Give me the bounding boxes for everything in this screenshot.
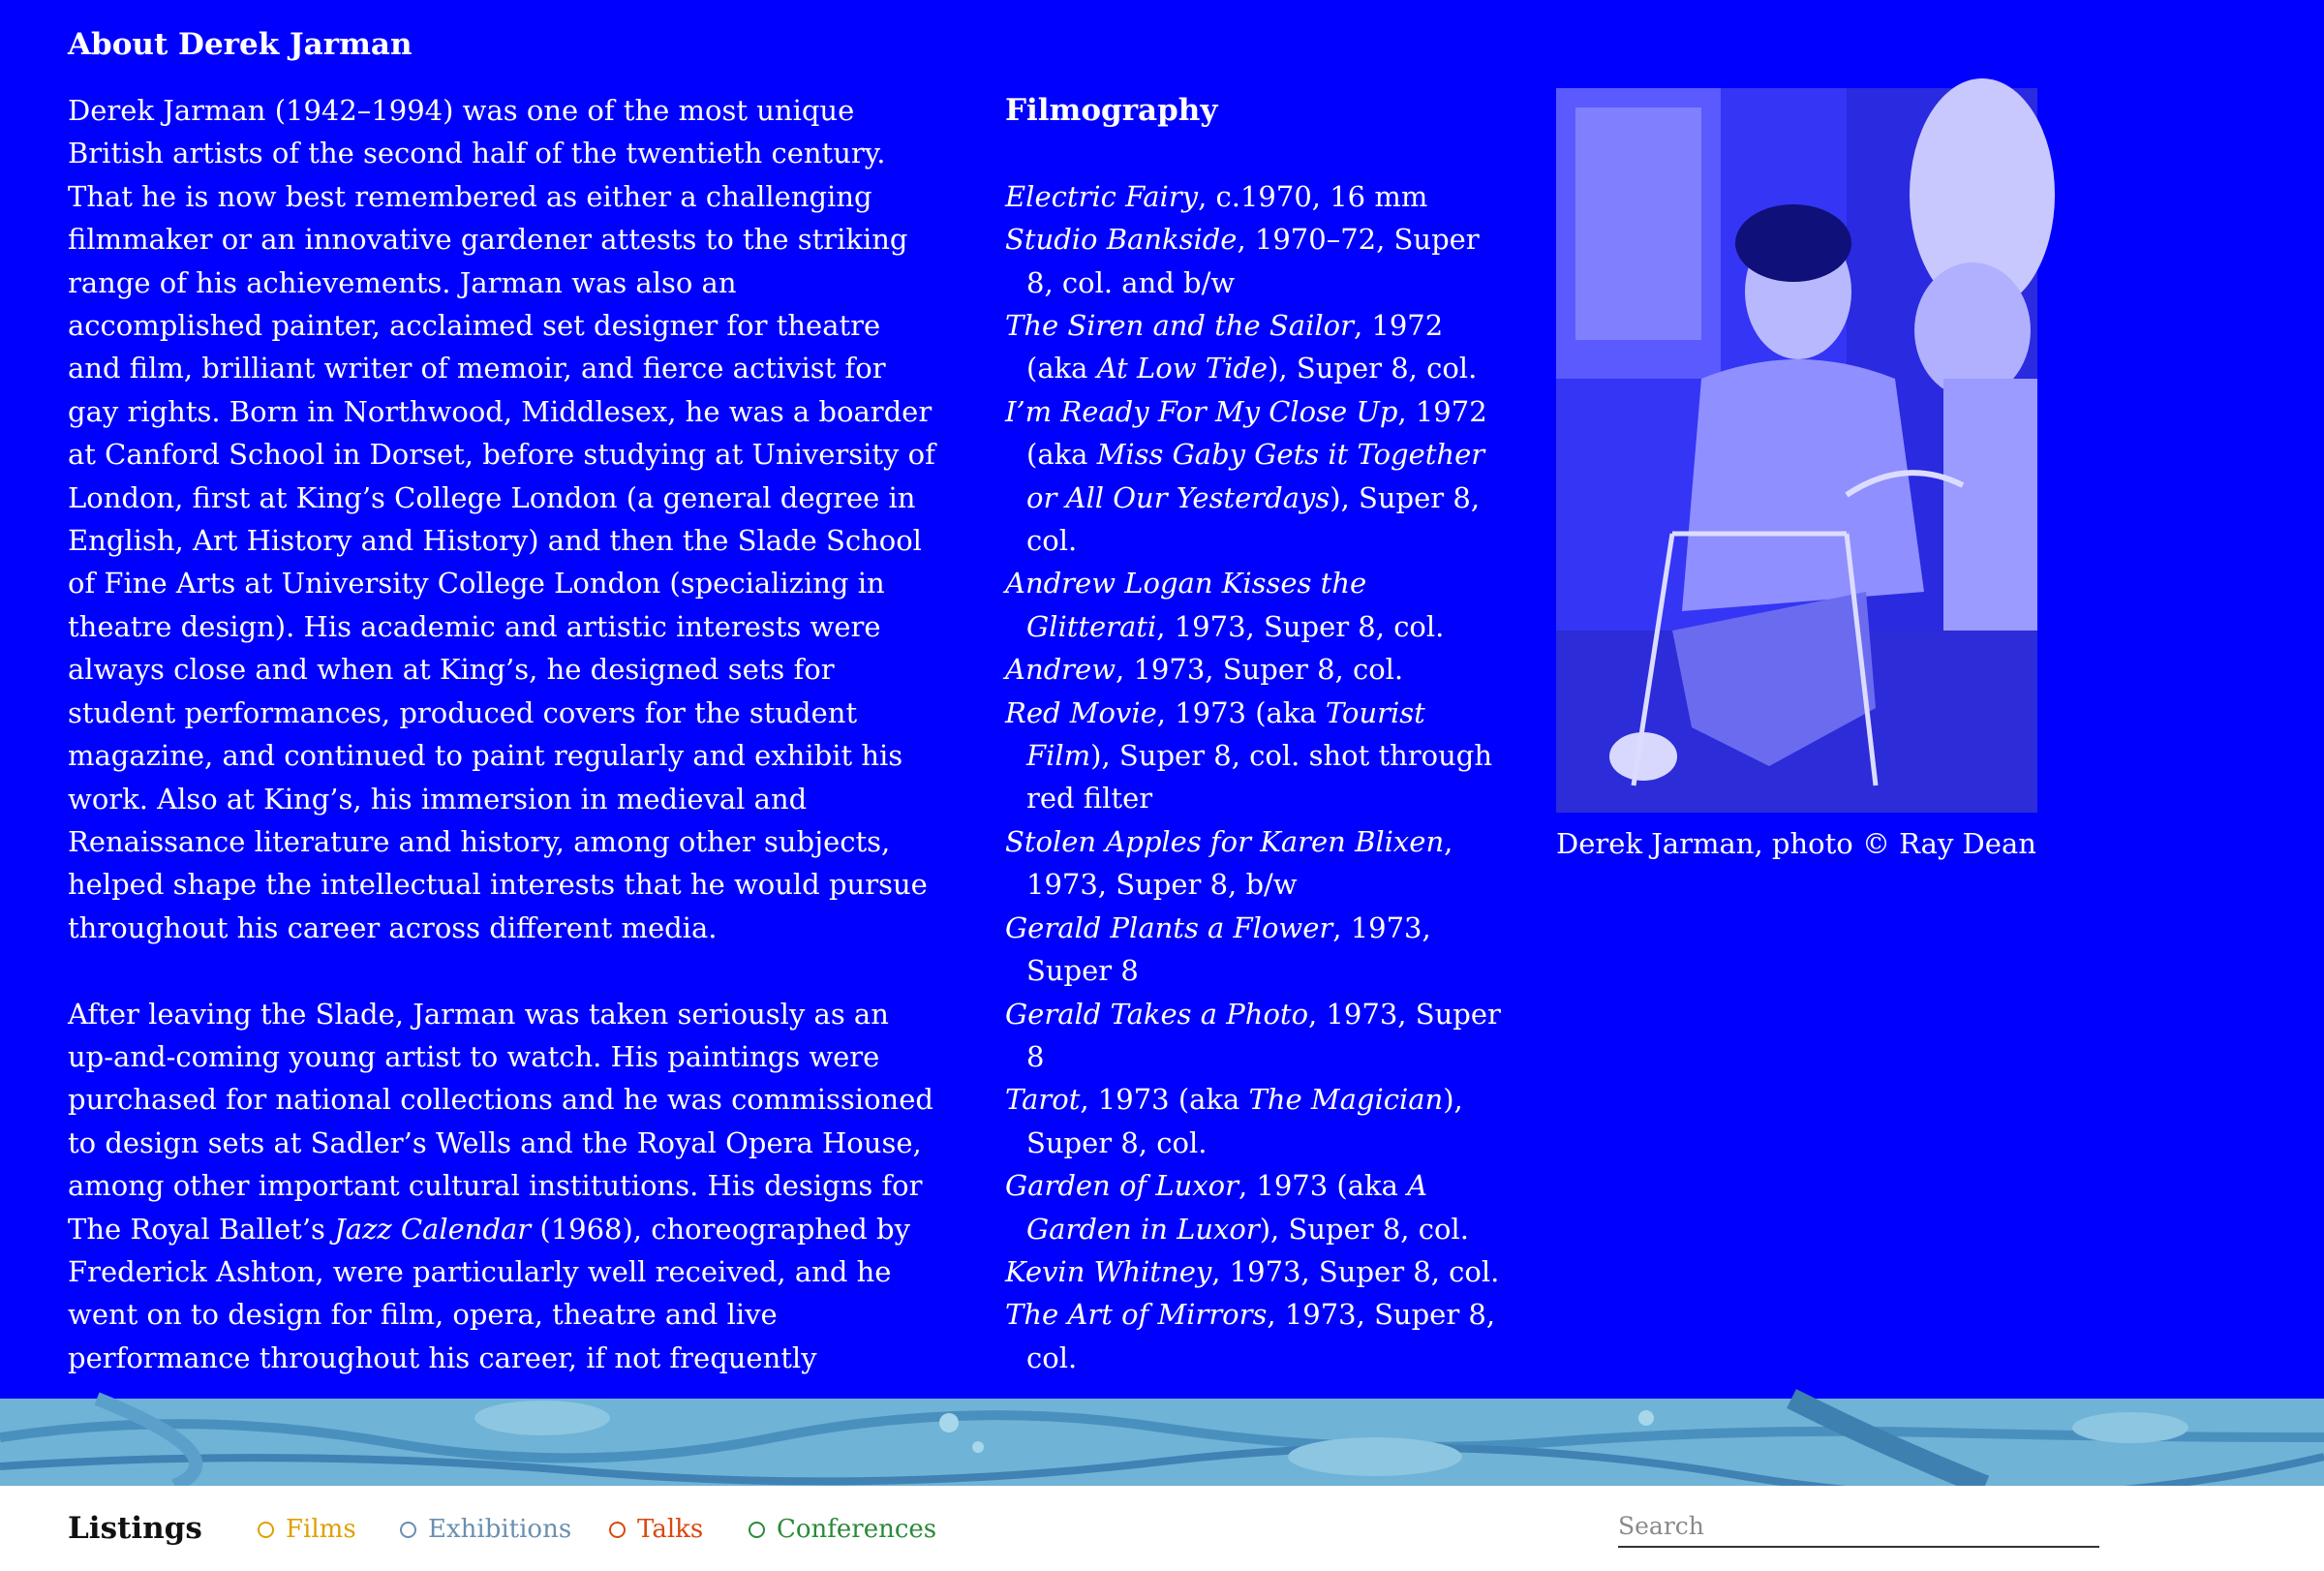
filmography-entry <box>1005 1164 1509 1250</box>
filter-exhibitions-label: Exhibitions <box>428 1515 572 1544</box>
filter-films-label: Films <box>286 1515 356 1544</box>
filter-talks-ring-icon <box>609 1522 626 1538</box>
marbled-pattern <box>0 1399 2324 1486</box>
film-title: Andrew <box>1005 653 1116 687</box>
filmography-entry <box>1005 820 1509 907</box>
filmography-entry <box>1005 1293 1509 1379</box>
listings-bar <box>0 1486 2324 1571</box>
film-title: Stolen Apples for Karen Blixen <box>1005 824 1445 858</box>
filter-exhibitions[interactable] <box>400 1513 571 1546</box>
film-details: , 1973, Super 8 <box>1026 997 1501 1073</box>
film-title: Andrew Logan Kisses the Glitterati <box>1005 567 1367 643</box>
film-title: The Art of Mirrors <box>1005 1298 1268 1332</box>
about-paragraph-2-part-1: After leaving the Slade, Jarman was taken seriously as an up-and-coming young artist to watch. His paintings were purchased for national collections and he was commissioned to design sets at Sadler’s Wells and the Royal Opera House, among other important cultural institutions. His designs for The Royal Ballet’s <box>68 997 933 1246</box>
film-title: Gerald Takes a Photo <box>1005 997 1309 1031</box>
film-title: Tarot <box>1005 1083 1081 1117</box>
film-title: Garden of Luxor <box>1005 1169 1238 1203</box>
filter-films[interactable] <box>258 1513 356 1546</box>
filter-talks[interactable] <box>609 1513 703 1546</box>
film-format: ), Super 8, col. shot through red filter <box>1026 739 1493 816</box>
film-details: , 1973, Super 8, col. <box>1156 609 1445 643</box>
about-paragraph-2 <box>68 993 939 1380</box>
filter-exhibitions-ring-icon <box>400 1522 416 1538</box>
film-details: , 1973, Super 8, col. <box>1026 1298 1496 1374</box>
film-title: Studio Bankside <box>1005 223 1238 257</box>
film-details: , 1973 (aka <box>1080 1083 1249 1117</box>
film-details: , 1973, Super 8, col. <box>1211 1254 1500 1288</box>
film-format: ), Super 8, col. <box>1026 480 1481 558</box>
portrait-caption: Derek Jarman, photo © Ray Dean <box>1556 827 2036 860</box>
film-alt-title: The Magician <box>1248 1083 1444 1117</box>
filmography-entry <box>1005 692 1509 820</box>
film-format: ), Super 8, col. <box>1268 352 1478 385</box>
listings-heading: Listings <box>68 1511 202 1546</box>
search-input[interactable] <box>1618 1505 2099 1548</box>
film-details: , c.1970, 16 mm <box>1198 179 1428 213</box>
film-title: Red Movie <box>1005 695 1157 729</box>
film-format: ), Super 8, col. <box>1026 1083 1463 1159</box>
about-paragraph-1: Derek Jarman (1942–1994) was one of the most unique British artists of the second half of the twentieth century. That he is now best remembered as either a challenging filmmaker or an innovative gardener attests to the striking range of his achievements. Jarman was also an accomplished painter, acclaimed set designer for theatre and film, brilliant writer of memoir, and fierce activist for gay rights. Born in Northwood, Middlesex, he was a boarder at Canford School in Dorset, before studying at University of London, first at King’s College London (a general degree in English, Art History and History) and then the Slade School of Fine Arts at University College London (specializing in theatre design). His academic and artistic interests were always close and when at King’s, he designed sets for student performances, produced covers for the student magazine, and continued to paint regularly and exhibit his work. Also at King’s, his immersion in medieval and Renaissance literature and history, among other subjects, helped shape the intellectual interests that he would pursue throughout his career across different media. <box>68 94 935 944</box>
filter-talks-label: Talks <box>637 1515 704 1544</box>
filter-conferences-ring-icon <box>749 1522 765 1538</box>
filter-conferences-label: Conferences <box>777 1515 937 1544</box>
film-alt-title: At Low Tide <box>1096 352 1269 385</box>
filmography-entry <box>1005 218 1509 304</box>
about-text-column[interactable] <box>68 89 939 1374</box>
film-alt-title: Miss Gaby Gets it Together or All Our Yesterdays <box>1026 438 1485 514</box>
filter-films-ring-icon <box>258 1522 274 1538</box>
filmography-entry <box>1005 175 1509 218</box>
film-title: Kevin Whitney <box>1005 1254 1212 1288</box>
film-alt-title: A Garden in Luxor <box>1026 1169 1428 1246</box>
filmography-entry <box>1005 1250 1509 1293</box>
film-details: , 1973, Super 8, b/w <box>1026 824 1453 902</box>
filmography-column[interactable] <box>1005 89 1509 1374</box>
film-details: , 1972 (aka <box>1026 394 1487 472</box>
filmography-entry <box>1005 993 1509 1079</box>
film-title: Electric Fairy <box>1005 179 1199 213</box>
film-title: I’m Ready For My Close Up <box>1005 394 1398 428</box>
film-title: Gerald Plants a Flower <box>1005 910 1333 944</box>
film-details: , 1973, Super 8, col. <box>1116 653 1404 687</box>
jazz-calendar-title: Jazz Calendar <box>334 1212 532 1246</box>
portrait-photo <box>1556 88 2037 813</box>
filmography-entry <box>1005 390 1509 563</box>
filmography-entry <box>1005 562 1509 648</box>
film-format: ), Super 8, col. <box>1259 1212 1469 1246</box>
film-details: , 1972 (aka <box>1026 309 1444 385</box>
portrait-figure <box>1556 88 2037 865</box>
filmography-heading: Filmography <box>1005 93 1218 128</box>
filter-conferences[interactable] <box>749 1513 936 1546</box>
marbled-band <box>0 1399 2324 1486</box>
filmography-entry <box>1005 304 1509 390</box>
about-heading: About Derek Jarman <box>68 27 413 62</box>
film-title: The Siren and the Sailor <box>1005 309 1354 343</box>
filmography-entry <box>1005 1078 1509 1164</box>
about-paragraph-2-part-2: (1968), choreographed by Frederick Ashton, were particularly well received, and he went on to design for film, opera, theatre and live performance throughout his career, if not frequently <box>68 1212 910 1374</box>
filmography-entry <box>1005 907 1509 993</box>
filmography-list <box>1005 175 1509 1379</box>
film-alt-title: Tourist Film <box>1026 695 1425 773</box>
film-details: , 1970–72, Super 8, col. and b/w <box>1026 223 1480 299</box>
filmography-entry <box>1005 648 1509 691</box>
film-details: , 1973 (aka <box>1238 1169 1408 1203</box>
film-details: , 1973, Super 8 <box>1026 910 1431 988</box>
film-details: , 1973 (aka <box>1156 695 1326 729</box>
